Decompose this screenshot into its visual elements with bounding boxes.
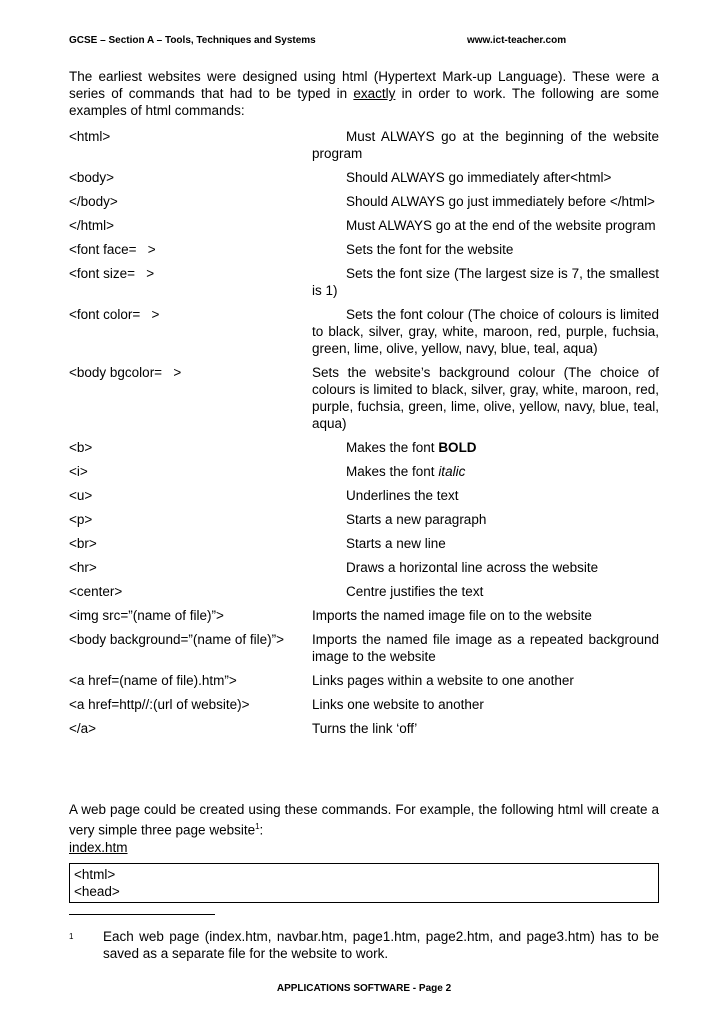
command-description: Draws a horizontal line across the website: [346, 560, 599, 575]
command-description: Links one website to another: [312, 697, 484, 712]
footnote-divider: [69, 914, 215, 915]
footnote-number: 1: [69, 932, 74, 941]
command-code: <font color= >: [69, 307, 160, 322]
command-row: [69, 583, 659, 600]
command-code: <font face= >: [69, 242, 156, 257]
command-code: <p>: [69, 512, 93, 527]
command-description: Links pages within a website to one another: [312, 673, 574, 688]
command-description: Imports the named image file on to the website: [312, 608, 592, 623]
command-code: <i>: [69, 464, 88, 479]
intro-text-part1: The earliest websites were designed using html (Hypertext Mark-up Language). These were a series of commands that had to be typed in: [69, 69, 659, 101]
command-description: Should ALWAYS go just immediately before </html>: [346, 194, 655, 209]
command-description: Should ALWAYS go immediately after<html>: [346, 170, 612, 185]
intro-paragraph: [69, 68, 659, 119]
command-description: Underlines the text: [346, 488, 459, 503]
code-line: <html>: [74, 867, 116, 882]
file-name-label: index.htm: [69, 840, 128, 855]
command-code: <font size= >: [69, 266, 155, 281]
command-row: [69, 720, 659, 737]
command-row: [69, 169, 659, 186]
command-row: [69, 306, 659, 357]
intro-emphasis: exactly: [353, 86, 396, 101]
footnote-reference: 1: [255, 822, 260, 831]
command-row: [69, 128, 659, 162]
command-code: <a href=(name of file).htm”>: [69, 673, 237, 688]
command-row: [69, 672, 659, 689]
command-row: [69, 439, 659, 456]
command-code: </a>: [69, 721, 97, 736]
command-row: [69, 241, 659, 258]
header-website: www.ict-teacher.com: [467, 35, 567, 46]
command-description: Starts a new paragraph: [346, 512, 487, 527]
command-code: <b>: [69, 440, 93, 455]
command-description: Turns the link ‘off’: [312, 721, 418, 736]
page-footer: APPLICATIONS SOFTWARE - Page 2: [276, 983, 452, 994]
command-code: <body background=”(name of file)”>: [69, 632, 284, 647]
command-description: Must ALWAYS go at the beginning of the website program: [312, 129, 659, 161]
command-code: <body bgcolor= >: [69, 365, 182, 380]
command-row: [69, 364, 659, 432]
command-description: Must ALWAYS go at the end of the website program: [346, 218, 656, 233]
code-line: <head>: [74, 884, 120, 899]
command-code: <img src=”(name of file)”>: [69, 608, 224, 623]
command-code: </html>: [69, 218, 115, 233]
command-code: <body>: [69, 170, 115, 185]
command-code: <hr>: [69, 560, 97, 575]
command-code: <html>: [69, 129, 111, 144]
command-description: Starts a new line: [346, 536, 446, 551]
footnote: [69, 928, 659, 962]
command-description-text: Makes the font: [346, 464, 439, 479]
italic-example: italic: [438, 464, 466, 479]
command-row: [69, 463, 659, 480]
command-row: [69, 265, 659, 299]
example-paragraph-text: A web page could be created using these commands. For example, the following html will create a very simple three page website: [69, 802, 659, 838]
command-row: [69, 535, 659, 552]
command-description: [312, 439, 659, 456]
command-description: Sets the font colour (The choice of colours is limited to black, silver, gray, white, maroon, red, purple, fuchsia, green, lime, olive, yellow, navy, blue, teal, aqua): [312, 307, 659, 356]
footnote-text: Each web page (index.htm, navbar.htm, page1.htm, page2.htm, and page3.htm) has to be saved as a separate file for the website to work.: [103, 929, 659, 961]
command-description-text: Makes the font: [346, 440, 439, 455]
command-description: Sets the font for the website: [346, 242, 514, 257]
command-description: Imports the named file image as a repeated background image to the website: [312, 632, 659, 664]
code-example-box: [69, 863, 659, 903]
header-course-title: GCSE – Section A – Tools, Techniques and Systems: [69, 35, 316, 46]
command-description: Centre justifies the text: [346, 584, 484, 599]
command-row: [69, 511, 659, 528]
command-code: <br>: [69, 536, 97, 551]
command-row: [69, 696, 659, 713]
example-paragraph-colon: :: [259, 822, 264, 838]
command-row: [69, 631, 659, 665]
command-code: <a href=http//:(url of website)>: [69, 697, 250, 712]
command-row: [69, 487, 659, 504]
command-code: <center>: [69, 584, 123, 599]
command-row: [69, 193, 659, 210]
example-paragraph: [69, 801, 659, 839]
html-commands-list: [69, 128, 659, 744]
command-description: Sets the font size (The largest size is 7, the smallest is 1): [312, 266, 659, 298]
command-code: </body>: [69, 194, 118, 209]
intro-text-part2: in order to work. The following are some examples of html commands:: [69, 86, 659, 118]
command-row: [69, 559, 659, 576]
bold-example: BOLD: [438, 440, 477, 455]
command-row: [69, 217, 659, 234]
command-row: [69, 607, 659, 624]
command-code: <u>: [69, 488, 93, 503]
command-description: [312, 463, 659, 480]
command-description: Sets the website’s background colour (The choice of colours is limited to black, silver, gray, white, maroon, red, purple, fuchsia, green, lime, olive, yellow, navy, blue, teal, aqua): [312, 365, 659, 431]
